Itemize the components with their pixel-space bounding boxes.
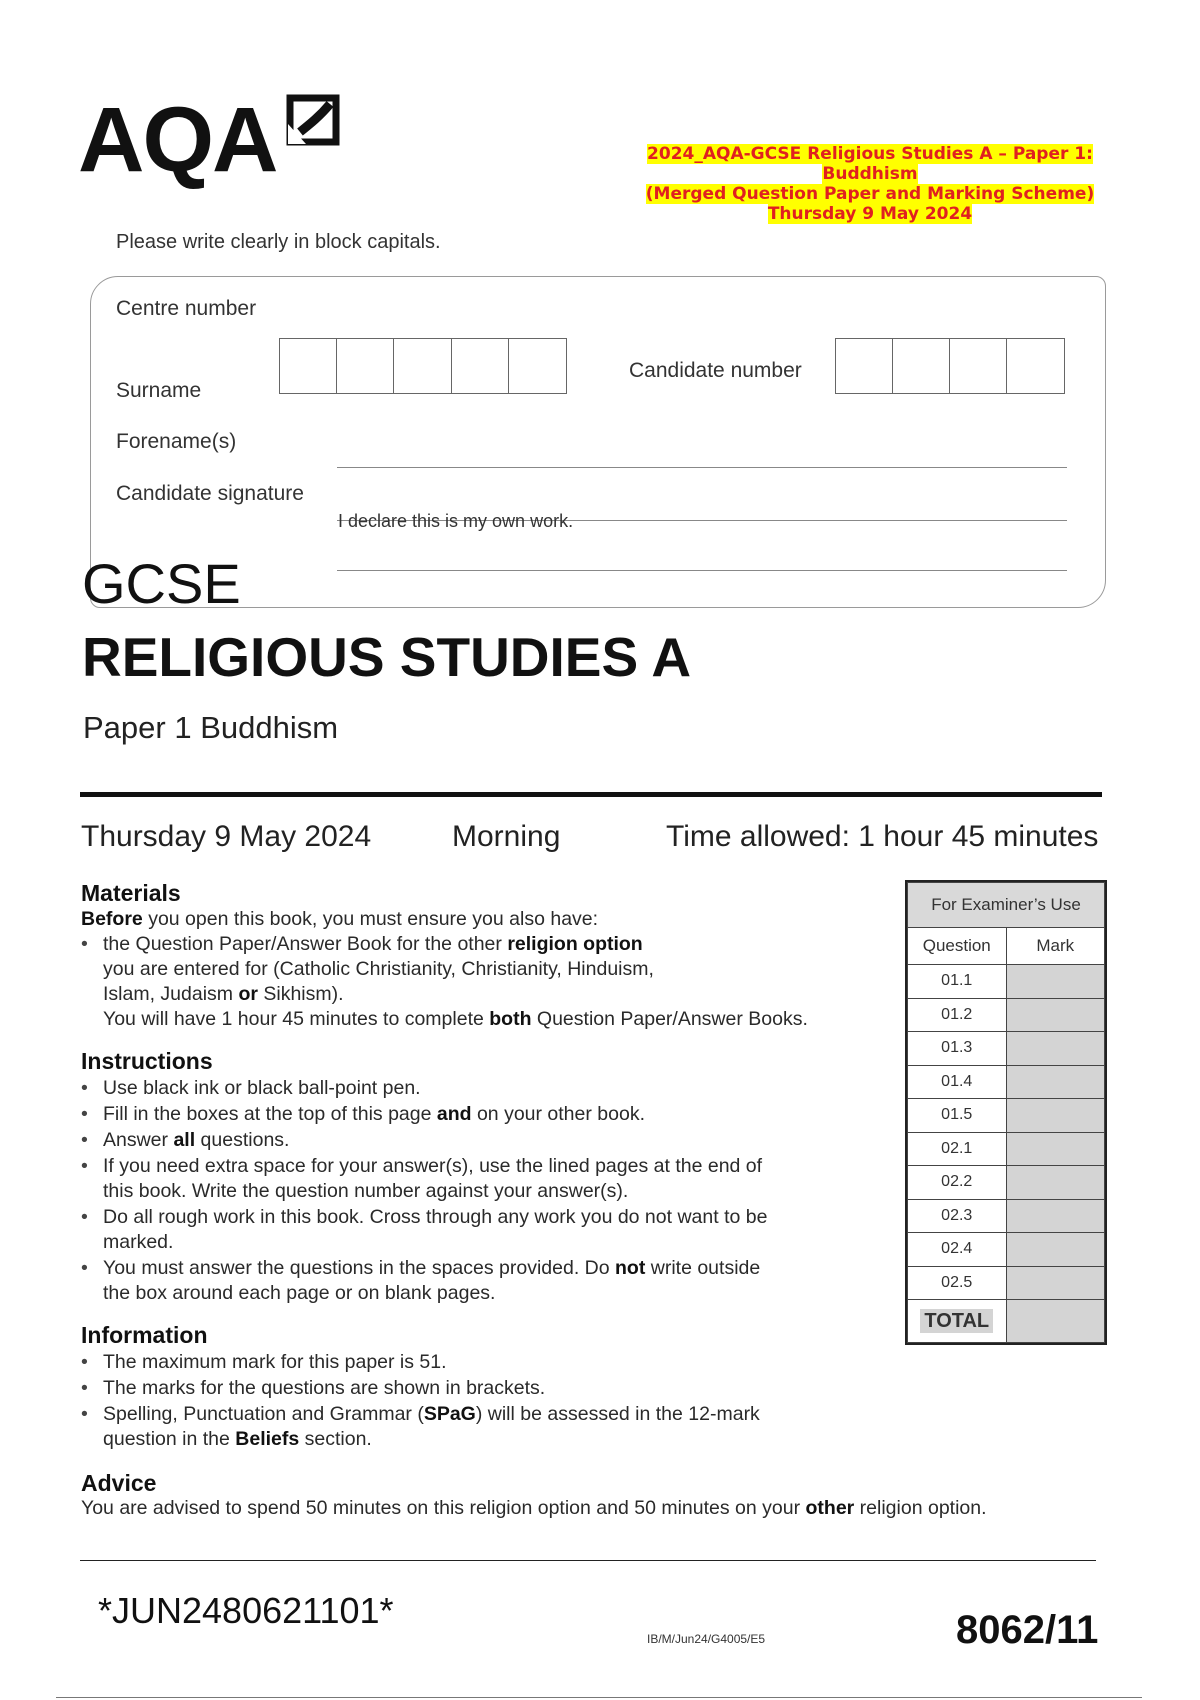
instruction-item: • You must answer the questions in the spaces provided. Do not write outside the box around each page or on blank pages. xyxy=(81,1256,881,1306)
question-number: 02.4 xyxy=(908,1233,1007,1267)
advice-text: You are advised to spend 50 minutes on this religion option and 50 minutes on your other religion option. xyxy=(81,1497,987,1519)
candidate-digit-box[interactable] xyxy=(893,339,950,393)
mark-cell[interactable] xyxy=(1006,1266,1105,1300)
instruction-item: • Answer all questions. xyxy=(81,1128,881,1153)
centre-number-label: Centre number xyxy=(116,297,257,320)
document-reference: IB/M/Jun24/G4005/E5 xyxy=(647,1632,766,1646)
mark-cell[interactable] xyxy=(1006,998,1105,1032)
mark-cell[interactable] xyxy=(1006,965,1105,999)
candidate-digit-box[interactable] xyxy=(1007,339,1064,393)
forenames-line[interactable] xyxy=(337,467,1067,468)
question-number: 01.4 xyxy=(908,1065,1007,1099)
question-number: 01.5 xyxy=(908,1099,1007,1133)
question-number: 01.1 xyxy=(908,965,1007,999)
mark-column-header: Mark xyxy=(1006,928,1105,965)
centre-digit-box[interactable] xyxy=(509,339,566,393)
aqa-logo-mark-icon xyxy=(286,94,342,146)
paper-title: Paper 1 Buddhism xyxy=(83,710,339,745)
time-allowed: Time allowed: 1 hour 45 minutes xyxy=(666,820,1099,853)
centre-digit-box[interactable] xyxy=(394,339,451,393)
instruction-item: • Fill in the boxes at the top of this page and on your other book. xyxy=(81,1102,881,1127)
mark-cell[interactable] xyxy=(1006,1233,1105,1267)
mark-cell[interactable] xyxy=(1006,1065,1105,1099)
surname-label: Surname xyxy=(116,379,202,402)
advice-heading: Advice xyxy=(81,1470,157,1496)
declaration-text: I declare this is my own work. xyxy=(338,511,574,531)
instruction-item: • If you need extra space for your answer(s), use the lined pages at the end of this book. Write the question number against your answer(s). xyxy=(81,1154,881,1204)
centre-digit-box[interactable] xyxy=(280,339,337,393)
page-bottom-edge xyxy=(56,1697,1142,1698)
candidate-number-label: Candidate number xyxy=(629,359,802,382)
forenames-label: Forename(s) xyxy=(116,430,237,453)
merged-paper-note xyxy=(640,144,1100,224)
question-number: 02.1 xyxy=(908,1132,1007,1166)
candidate-number-field[interactable] xyxy=(835,338,1065,394)
note-line-3: (Merged Question Paper and Marking Scheme) xyxy=(645,184,1095,204)
information-item: • The maximum mark for this paper is 51. xyxy=(81,1350,881,1375)
mark-cell[interactable] xyxy=(1006,1032,1105,1066)
instructions-heading: Instructions xyxy=(81,1048,213,1074)
materials-section xyxy=(81,907,881,1033)
question-number: 02.3 xyxy=(908,1199,1007,1233)
mark-cell[interactable] xyxy=(1006,1199,1105,1233)
candidate-digit-box[interactable] xyxy=(836,339,893,393)
information-list xyxy=(81,1350,881,1453)
candidate-details-box xyxy=(90,276,1106,608)
mark-cell[interactable] xyxy=(1006,1099,1105,1133)
question-number: 02.2 xyxy=(908,1166,1007,1200)
information-item: • The marks for the questions are shown in brackets. xyxy=(81,1376,881,1401)
question-number: 01.3 xyxy=(908,1032,1007,1066)
signature-label: Candidate signature xyxy=(116,482,304,505)
block-capitals-instruction: Please write clearly in block capitals. xyxy=(116,231,441,253)
note-line-1: 2024_AQA-GCSE Religious Studies A – Paper 1: xyxy=(647,144,1093,164)
question-number: 01.2 xyxy=(908,998,1007,1032)
information-heading: Information xyxy=(81,1322,208,1348)
candidate-digit-box[interactable] xyxy=(950,339,1007,393)
question-column-header: Question xyxy=(908,928,1007,965)
exam-session: Morning xyxy=(452,820,561,853)
centre-number-field[interactable] xyxy=(279,338,567,394)
materials-intro: Before you open this book, you must ensure you also have: xyxy=(81,908,599,930)
note-line-4: Thursday 9 May 2024 xyxy=(767,204,973,224)
instructions-list xyxy=(81,1076,881,1307)
examiner-use-table xyxy=(905,880,1107,1345)
footer-divider xyxy=(80,1560,1096,1561)
instruction-item: • Do all rough work in this book. Cross through any work you do not want to be marked. xyxy=(81,1205,881,1255)
qualification-title: GCSE xyxy=(82,552,241,615)
title-divider xyxy=(80,792,1102,797)
mark-cell[interactable] xyxy=(1006,1132,1105,1166)
instruction-item: • Use black ink or black ball-point pen. xyxy=(81,1076,881,1101)
paper-code: 8062/11 xyxy=(956,1608,1099,1652)
materials-heading: Materials xyxy=(81,880,181,906)
surname-line[interactable] xyxy=(337,570,1067,571)
examiner-table-title: For Examiner’s Use xyxy=(908,883,1105,928)
exam-date: Thursday 9 May 2024 xyxy=(81,820,372,853)
materials-item: • the Question Paper/Answer Book for the other religion option you are entered for (Catholic Christianity, Christianity, Hinduism, Islam, Judaism or Sikhism). You will have 1 hour 45 minutes to complete both Question Paper/Answer Books. xyxy=(81,932,881,1032)
information-item: • Spelling, Punctuation and Grammar (SPaG) will be assessed in the 12-mark question in the Beliefs section. xyxy=(81,1402,881,1452)
centre-digit-box[interactable] xyxy=(452,339,509,393)
question-number: 02.5 xyxy=(908,1266,1007,1300)
total-mark-cell[interactable] xyxy=(1006,1300,1105,1343)
total-label: TOTAL xyxy=(908,1300,1007,1343)
mark-cell[interactable] xyxy=(1006,1166,1105,1200)
aqa-logo-text: AQA xyxy=(78,89,277,191)
centre-digit-box[interactable] xyxy=(337,339,394,393)
subject-title: RELIGIOUS STUDIES A xyxy=(82,626,692,688)
barcode-text: *JUN2480621101* xyxy=(98,1590,394,1631)
note-line-2: Buddhism xyxy=(822,164,918,184)
